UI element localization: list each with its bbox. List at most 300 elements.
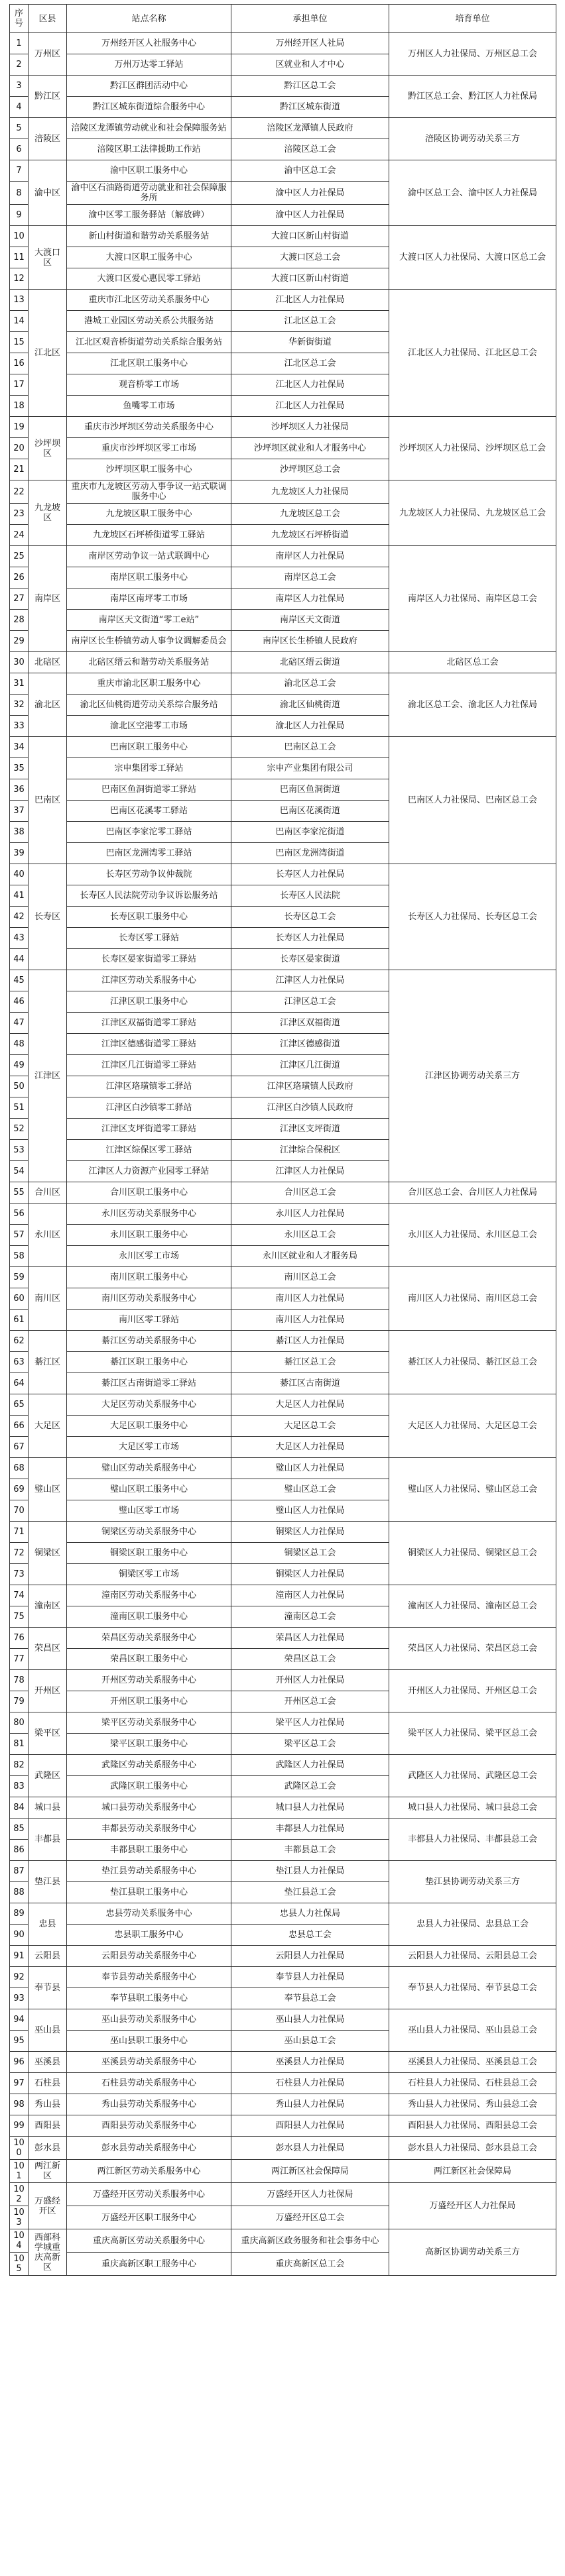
row-number: 96 [10,2052,29,2073]
row-station-name: 万盛经开区劳动关系服务中心 [67,2183,231,2206]
row-number: 9 [10,205,29,226]
row-number: 24 [10,525,29,546]
row-district: 江北区 [29,290,67,417]
row-station-name: 铜梁区职工服务中心 [67,1543,231,1564]
row-guide-unit: 武隆区人力社保局、武隆区总工会 [389,1755,556,1797]
row-guide-unit: 两江新区社会保障局 [389,2160,556,2183]
row-station-name: 江津区几江街道零工驿站 [67,1055,231,1076]
row-number: 88 [10,1882,29,1903]
header-host: 承担单位 [231,5,389,33]
row-number: 44 [10,949,29,970]
row-host-unit: 南川区人力社保局 [231,1310,389,1331]
row-number: 59 [10,1267,29,1288]
row-station-name: 大渡口区爱心惠民零工驿站 [67,268,231,290]
row-host-unit: 长寿区总工会 [231,907,389,928]
table-row [10,1182,556,1204]
table-row [10,1755,556,1776]
row-station-name: 万州万达零工驿站 [67,54,231,76]
row-number: 27 [10,588,29,610]
row-station-name: 长寿区人民法院劳动争议诉讼服务站 [67,885,231,907]
table-row [10,2094,556,2115]
row-host-unit: 合川区总工会 [231,1182,389,1204]
row-station-name: 涪陵区职工法律援助工作站 [67,139,231,160]
row-number: 98 [10,2094,29,2115]
row-station-name: 永川区劳动关系服务中心 [67,1204,231,1225]
row-host-unit: 渝北区总工会 [231,673,389,695]
row-station-name: 武隆区职工服务中心 [67,1776,231,1797]
row-station-name: 重庆市渝北区职工服务中心 [67,673,231,695]
table-row [10,1967,556,1988]
table-row [10,970,556,991]
row-host-unit: 开州区总工会 [231,1691,389,1712]
table-row [10,737,556,758]
row-host-unit: 万盛经开区总工会 [231,2206,389,2229]
row-host-unit: 江津区珞璜镇人民政府 [231,1076,389,1097]
row-guide-unit: 云阳县人力社保局、云阳县总工会 [389,1946,556,1967]
row-host-unit: 开州区人力社保局 [231,1670,389,1691]
row-host-unit: 沙坪坝区总工会 [231,459,389,480]
row-district: 城口县 [29,1797,67,1819]
row-number: 13 [10,290,29,311]
row-host-unit: 垫江县人力社保局 [231,1861,389,1882]
row-number: 15 [10,332,29,353]
row-guide-unit: 北碚区总工会 [389,652,556,673]
row-host-unit: 南岸区总工会 [231,567,389,588]
row-number: 53 [10,1140,29,1161]
row-station-name: 渝中区职工服务中心 [67,160,231,182]
table-row [10,1522,556,1543]
row-district: 万州区 [29,33,67,76]
row-guide-unit: 高新区协调劳动关系三方 [389,2229,556,2276]
row-district: 江津区 [29,970,67,1182]
row-number: 87 [10,1861,29,1882]
row-station-name: 云阳县劳动关系服务中心 [67,1946,231,1967]
row-host-unit: 永川区就业和人才服务局 [231,1246,389,1267]
row-station-name: 巫溪县劳动关系服务中心 [67,2052,231,2073]
row-host-unit: 涪陵区龙潭镇人民政府 [231,118,389,139]
row-number: 11 [10,247,29,268]
row-guide-unit: 大足区人力社保局、大足区总工会 [389,1394,556,1458]
table-row [10,1797,556,1819]
row-guide-unit: 黔江区总工会、黔江区人力社保局 [389,76,556,118]
row-number: 90 [10,1925,29,1946]
row-host-unit: 南岸区长生桥镇人民政府 [231,631,389,652]
row-station-name: 忠县职工服务中心 [67,1925,231,1946]
row-station-name: 重庆市九龙坡区劳动人事争议一站式联调服务中心 [67,480,231,504]
row-number: 64 [10,1373,29,1394]
row-number: 55 [10,1182,29,1204]
row-station-name: 梁平区职工服务中心 [67,1734,231,1755]
row-guide-unit: 巴南区人力社保局、巴南区总工会 [389,737,556,864]
row-number: 43 [10,928,29,949]
row-station-name: 江津区白沙镇零工驿站 [67,1097,231,1119]
row-number: 83 [10,1776,29,1797]
row-guide-unit: 南川区人力社保局、南川区总工会 [389,1267,556,1331]
row-host-unit: 丰都县人力社保局 [231,1819,389,1840]
row-host-unit: 华新街街道 [231,332,389,353]
row-station-name: 綦江区职工服务中心 [67,1352,231,1373]
row-number: 45 [10,970,29,991]
table-row [10,546,556,567]
row-station-name: 大渡口区职工服务中心 [67,247,231,268]
row-station-name: 万州经开区人社服务中心 [67,33,231,54]
row-number: 52 [10,1119,29,1140]
row-number: 74 [10,1585,29,1606]
row-station-name: 渝中区石油路街道劳动就业和社会保障服务所 [67,182,231,205]
table-row [10,1628,556,1649]
row-number: 29 [10,631,29,652]
row-host-unit: 铜梁区总工会 [231,1543,389,1564]
row-host-unit: 大渡口区新山村街道 [231,226,389,247]
row-host-unit: 武隆区人力社保局 [231,1755,389,1776]
row-host-unit: 万州经开区人社局 [231,33,389,54]
row-station-name: 开州区职工服务中心 [67,1691,231,1712]
row-station-name: 重庆高新区劳动关系服务中心 [67,2229,231,2253]
row-station-name: 渝北区空港零工市场 [67,716,231,737]
row-host-unit: 巴南区花溪街道 [231,801,389,822]
row-host-unit: 巫山县总工会 [231,2031,389,2052]
row-host-unit: 綦江区古南街道 [231,1373,389,1394]
row-number: 41 [10,885,29,907]
row-station-name: 垫江县劳动关系服务中心 [67,1861,231,1882]
row-number: 101 [10,2160,29,2183]
row-station-name: 荣昌区职工服务中心 [67,1649,231,1670]
row-station-name: 长寿区零工驿站 [67,928,231,949]
row-host-unit: 巴南区鱼洞街道 [231,779,389,801]
row-host-unit: 巴南区总工会 [231,737,389,758]
row-number: 31 [10,673,29,695]
row-host-unit: 永川区人力社保局 [231,1204,389,1225]
table-row [10,1585,556,1606]
row-station-name: 合川区职工服务中心 [67,1182,231,1204]
row-host-unit: 忠县人力社保局 [231,1903,389,1925]
row-host-unit: 石柱县人力社保局 [231,2073,389,2094]
row-host-unit: 渝中区人力社保局 [231,182,389,205]
table-row [10,652,556,673]
row-station-name: 江津区职工服务中心 [67,991,231,1013]
row-number: 19 [10,417,29,438]
row-number: 56 [10,1204,29,1225]
row-number: 102 [10,2183,29,2206]
table-row [10,2115,556,2137]
table-row [10,160,556,182]
row-district: 云阳县 [29,1946,67,1967]
header-no: 序号 [10,5,29,33]
row-station-name: 沙坪坝区职工服务中心 [67,459,231,480]
row-host-unit: 忠县总工会 [231,1925,389,1946]
row-host-unit: 江津区几江街道 [231,1055,389,1076]
row-station-name: 梁平区劳动关系服务中心 [67,1712,231,1734]
table-row [10,76,556,97]
row-number: 26 [10,567,29,588]
row-guide-unit: 彭水县人力社保局、彭水县总工会 [389,2137,556,2160]
row-station-name: 重庆高新区职工服务中心 [67,2253,231,2276]
row-station-name: 南岸区天文街道“零工e站” [67,610,231,631]
row-number: 14 [10,311,29,332]
row-guide-unit: 铜梁区人力社保局、铜梁区总工会 [389,1522,556,1585]
row-district: 璧山区 [29,1458,67,1522]
row-host-unit: 垫江县总工会 [231,1882,389,1903]
row-station-name: 永川区零工市场 [67,1246,231,1267]
row-station-name: 观音桥零工市场 [67,374,231,396]
row-number: 63 [10,1352,29,1373]
row-number: 46 [10,991,29,1013]
row-number: 42 [10,907,29,928]
row-number: 67 [10,1437,29,1458]
row-number: 6 [10,139,29,160]
row-station-name: 渝中区零工服务驿站（解放碑） [67,205,231,226]
header-guide: 培育单位 [389,5,556,33]
row-station-name: 铜梁区零工市场 [67,1564,231,1585]
row-host-unit: 巴南区龙洲湾街道 [231,843,389,864]
row-host-unit: 江津区德感街道 [231,1034,389,1055]
row-station-name: 渝北区仙桃街道劳动关系综合服务站 [67,695,231,716]
row-host-unit: 江津区双福街道 [231,1013,389,1034]
row-station-name: 九龙坡区职工服务中心 [67,504,231,525]
row-station-name: 江津区支坪街道零工驿站 [67,1119,231,1140]
row-district: 沙坪坝区 [29,417,67,480]
row-guide-unit: 酉阳县人力社保局、酉阳县总工会 [389,2115,556,2137]
row-station-name: 九龙坡区石坪桥街道零工驿站 [67,525,231,546]
row-station-name: 酉阳县劳动关系服务中心 [67,2115,231,2137]
row-number: 18 [10,396,29,417]
row-number: 2 [10,54,29,76]
row-number: 10 [10,226,29,247]
row-host-unit: 大足区总工会 [231,1416,389,1437]
row-host-unit: 丰都县总工会 [231,1840,389,1861]
row-number: 68 [10,1458,29,1479]
row-host-unit: 巫山县人力社保局 [231,2009,389,2031]
row-station-name: 港城工业园区劳动关系公共服务站 [67,311,231,332]
row-district: 彭水县 [29,2137,67,2160]
row-host-unit: 奉节县总工会 [231,1988,389,2009]
row-number: 21 [10,459,29,480]
row-guide-unit: 垫江县协调劳动关系三方 [389,1861,556,1903]
row-host-unit: 江津综合保税区 [231,1140,389,1161]
row-host-unit: 綦江区总工会 [231,1352,389,1373]
table-row [10,2073,556,2094]
row-host-unit: 长寿区人力社保局 [231,928,389,949]
row-host-unit: 江津区白沙镇人民政府 [231,1097,389,1119]
row-number: 89 [10,1903,29,1925]
row-host-unit: 綦江区人力社保局 [231,1331,389,1352]
table-row [10,1903,556,1925]
row-district: 忠县 [29,1903,67,1946]
row-number: 28 [10,610,29,631]
row-station-name: 南川区零工驿站 [67,1310,231,1331]
row-station-name: 彭水县劳动关系服务中心 [67,2137,231,2160]
row-district: 綦江区 [29,1331,67,1394]
row-host-unit: 云阳县人力社保局 [231,1946,389,1967]
row-guide-unit: 涪陵区协调劳动关系三方 [389,118,556,160]
row-number: 36 [10,779,29,801]
row-district: 奉节县 [29,1967,67,2009]
row-number: 79 [10,1691,29,1712]
row-district: 北碚区 [29,652,67,673]
row-number: 17 [10,374,29,396]
row-number: 60 [10,1288,29,1310]
row-guide-unit: 巫山县人力社保局、巫山县总工会 [389,2009,556,2052]
row-number: 78 [10,1670,29,1691]
row-host-unit: 九龙坡区总工会 [231,504,389,525]
row-district: 渝中区 [29,160,67,226]
row-host-unit: 江北区人力社保局 [231,396,389,417]
row-number: 76 [10,1628,29,1649]
row-host-unit: 梁平区人力社保局 [231,1712,389,1734]
row-guide-unit: 开州区人力社保局、开州区总工会 [389,1670,556,1712]
table-row [10,2160,556,2183]
row-number: 25 [10,546,29,567]
row-guide-unit: 九龙坡区人力社保局、九龙坡区总工会 [389,480,556,546]
row-station-name: 江津区德感街道零工驿站 [67,1034,231,1055]
row-station-name: 璧山区零工市场 [67,1500,231,1522]
row-host-unit: 江北区总工会 [231,353,389,374]
row-number: 73 [10,1564,29,1585]
row-station-name: 巫山县劳动关系服务中心 [67,2009,231,2031]
row-number: 39 [10,843,29,864]
row-station-name: 南岸区职工服务中心 [67,567,231,588]
row-number: 97 [10,2073,29,2094]
row-guide-unit: 渝中区总工会、渝中区人力社保局 [389,160,556,226]
row-host-unit: 区就业和人才中心 [231,54,389,76]
row-host-unit: 沙坪坝区就业和人才服务中心 [231,438,389,459]
row-host-unit: 黔江区总工会 [231,76,389,97]
row-host-unit: 江北区人力社保局 [231,290,389,311]
table-row [10,1861,556,1882]
row-number: 22 [10,480,29,504]
row-station-name: 城口县劳动关系服务中心 [67,1797,231,1819]
row-number: 69 [10,1479,29,1500]
row-district: 石柱县 [29,2073,67,2094]
row-guide-unit: 荣昌区人力社保局、荣昌区总工会 [389,1628,556,1670]
row-host-unit: 江北区总工会 [231,311,389,332]
row-host-unit: 九龙坡区人力社保局 [231,480,389,504]
table-row [10,290,556,311]
row-station-name: 璧山区劳动关系服务中心 [67,1458,231,1479]
row-host-unit: 两江新区社会保障局 [231,2160,389,2183]
row-host-unit: 北碚区缙云街道 [231,652,389,673]
row-number: 30 [10,652,29,673]
row-district: 万盛经开区 [29,2183,67,2229]
row-station-name: 奉节县职工服务中心 [67,1988,231,2009]
row-station-name: 大足区劳动关系服务中心 [67,1394,231,1416]
row-host-unit: 江津区总工会 [231,991,389,1013]
row-number: 40 [10,864,29,885]
table-row [10,2137,556,2160]
row-number: 77 [10,1649,29,1670]
row-station-name: 长寿区劳动争议仲裁院 [67,864,231,885]
row-host-unit: 长寿区人民法院 [231,885,389,907]
table-row [10,1946,556,1967]
row-station-name: 涪陵区龙潭镇劳动就业和社会保障服务站 [67,118,231,139]
row-number: 75 [10,1606,29,1628]
row-station-name: 丰都县劳动关系服务中心 [67,1819,231,1840]
row-number: 35 [10,758,29,779]
row-guide-unit: 璧山区人力社保局、璧山区总工会 [389,1458,556,1522]
row-station-name: 宗申集团零工驿站 [67,758,231,779]
row-station-name: 新山村街道和谐劳动关系服务站 [67,226,231,247]
table-row [10,1394,556,1416]
row-number: 34 [10,737,29,758]
row-guide-unit: 秀山县人力社保局、秀山县总工会 [389,2094,556,2115]
row-station-name: 万盛经开区职工服务中心 [67,2206,231,2229]
row-station-name: 綦江区古南街道零工驿站 [67,1373,231,1394]
row-station-name: 巴南区李家沱零工驿站 [67,822,231,843]
row-district: 西部科学城重庆高新区 [29,2229,67,2276]
row-number: 70 [10,1500,29,1522]
row-host-unit: 长寿区人力社保局 [231,864,389,885]
row-district: 秀山县 [29,2094,67,2115]
row-number: 3 [10,76,29,97]
row-number: 1 [10,33,29,54]
row-host-unit: 长寿区晏家街道 [231,949,389,970]
row-number: 37 [10,801,29,822]
row-district: 梁平区 [29,1712,67,1755]
row-host-unit: 南岸区人力社保局 [231,588,389,610]
row-station-name: 南岸区南坪零工市场 [67,588,231,610]
row-host-unit: 南岸区人力社保局 [231,546,389,567]
row-station-name: 鱼嘴零工市场 [67,396,231,417]
row-number: 62 [10,1331,29,1352]
row-number: 58 [10,1246,29,1267]
row-district: 南川区 [29,1267,67,1331]
row-host-unit: 奉节县人力社保局 [231,1967,389,1988]
header-station: 站点名称 [67,5,231,33]
row-host-unit: 宗申产业集团有限公司 [231,758,389,779]
table-header-row [10,5,556,33]
row-number: 47 [10,1013,29,1034]
row-guide-unit: 长寿区人力社保局、长寿区总工会 [389,864,556,970]
row-host-unit: 大渡口区新山村街道 [231,268,389,290]
row-number: 104 [10,2229,29,2253]
row-station-name: 石柱县劳动关系服务中心 [67,2073,231,2094]
row-number: 8 [10,182,29,205]
row-station-name: 巴南区鱼洞街道零工驿站 [67,779,231,801]
row-station-name: 秀山县劳动关系服务中心 [67,2094,231,2115]
row-number: 32 [10,695,29,716]
row-station-name: 大足区零工市场 [67,1437,231,1458]
row-host-unit: 巫溪县人力社保局 [231,2052,389,2073]
row-host-unit: 渝中区人力社保局 [231,205,389,226]
row-host-unit: 梁平区总工会 [231,1734,389,1755]
row-district: 开州区 [29,1670,67,1712]
row-host-unit: 潼南区人力社保局 [231,1585,389,1606]
row-station-name: 江津区双福街道零工驿站 [67,1013,231,1034]
row-number: 49 [10,1055,29,1076]
row-district: 黔江区 [29,76,67,118]
row-station-name: 巫山县职工服务中心 [67,2031,231,2052]
row-district: 大渡口区 [29,226,67,290]
row-station-name: 巴南区职工服务中心 [67,737,231,758]
row-host-unit: 巴南区李家沱街道 [231,822,389,843]
row-district: 南岸区 [29,546,67,652]
row-station-name: 武隆区劳动关系服务中心 [67,1755,231,1776]
row-district: 酉阳县 [29,2115,67,2137]
table-row [10,2052,556,2073]
row-host-unit: 荣昌区人力社保局 [231,1628,389,1649]
row-number: 33 [10,716,29,737]
row-station-name: 奉节县劳动关系服务中心 [67,1967,231,1988]
table-row [10,118,556,139]
table-row [10,2183,556,2206]
row-station-name: 綦江区劳动关系服务中心 [67,1331,231,1352]
row-guide-unit: 奉节县人力社保局、奉节县总工会 [389,1967,556,2009]
row-host-unit: 沙坪坝区人力社保局 [231,417,389,438]
row-guide-unit: 合川区总工会、合川区人力社保局 [389,1182,556,1204]
row-host-unit: 潼南区总工会 [231,1606,389,1628]
row-number: 50 [10,1076,29,1097]
row-number: 54 [10,1161,29,1182]
